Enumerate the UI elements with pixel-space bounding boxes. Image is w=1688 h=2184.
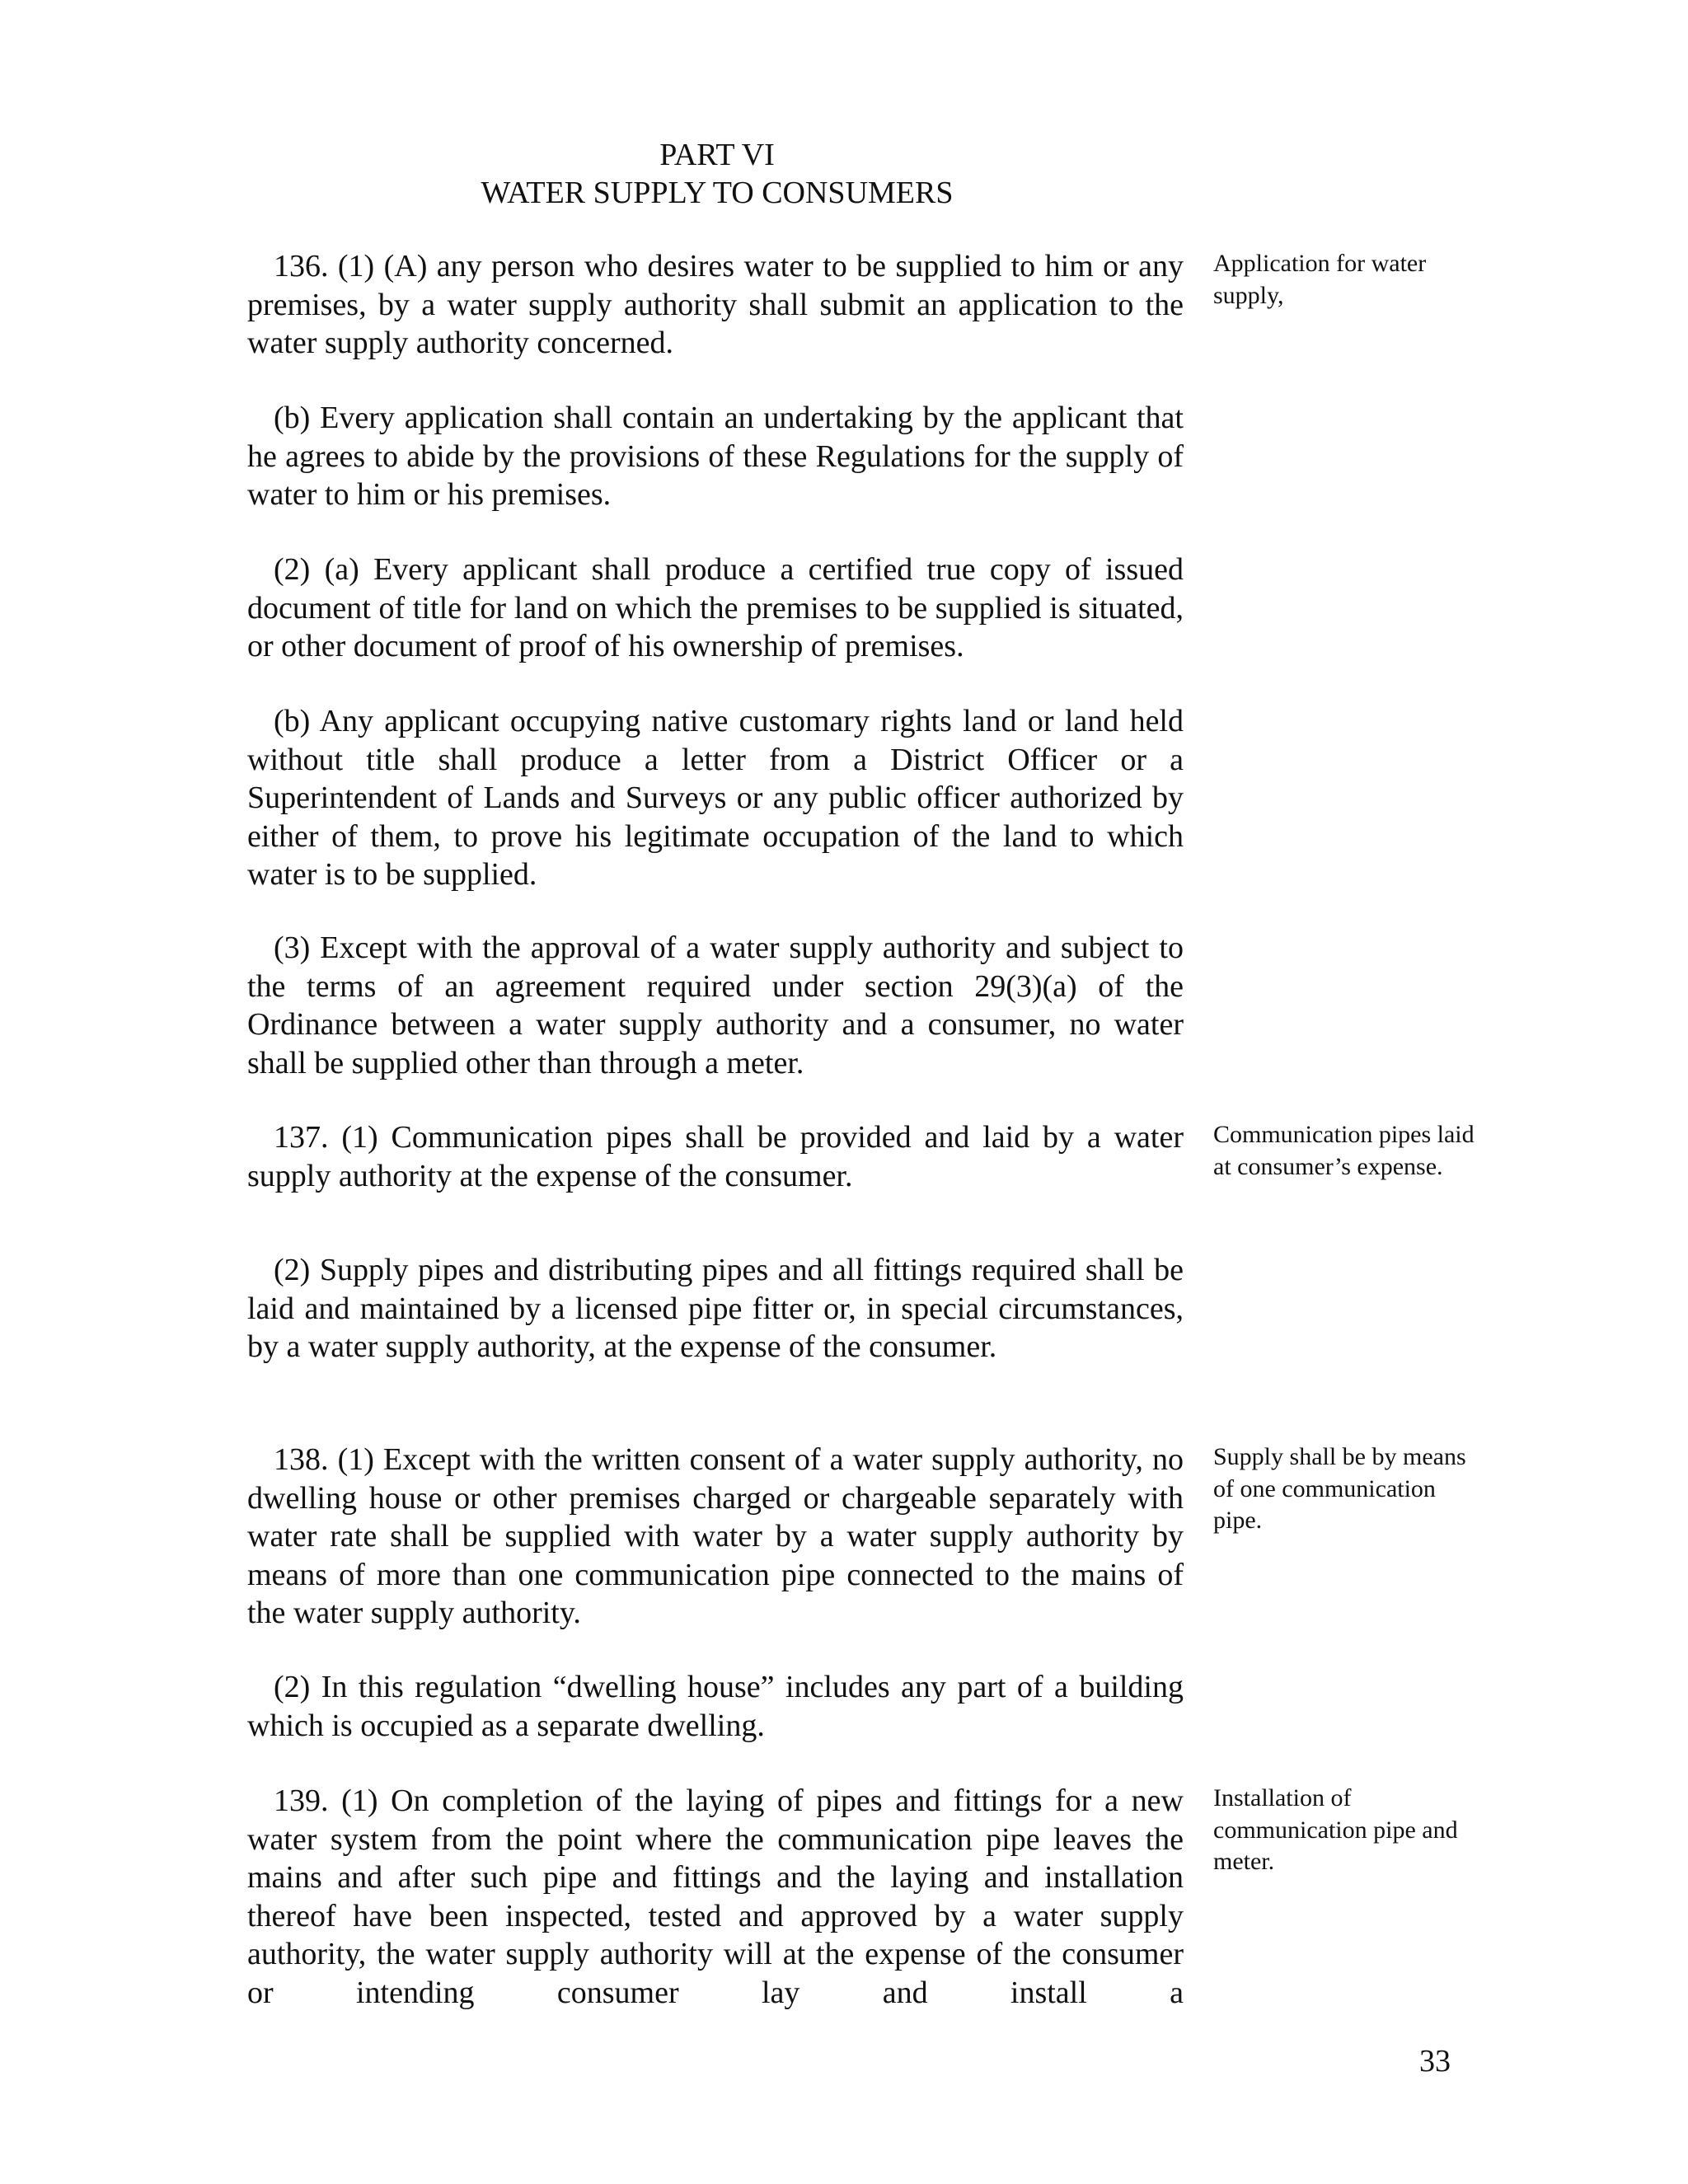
margin-note-installation: Installation of communication pipe and meter. xyxy=(1213,1784,1458,1875)
margin-note-one-communication-pipe: Supply shall be by means of one communication pipe. xyxy=(1213,1443,1466,1534)
paragraph-136-1a: 136. (1) (A) any person who desires water to be supplied to him or any premises, by a water supply authority shall submit an application to the water supply authority concerned. xyxy=(247,249,1184,360)
paragraph-137-2: (2) Supply pipes and distributing pipes and all fittings required shall be laid and maintained by a licensed pipe fitter or, in special circumstances, by a water supply authority, at the expense of the consumer. xyxy=(247,1253,1184,1364)
paragraph-136-2b: (b) Any applicant occupying native customary rights land or land held without title shall produce a letter from a District Officer or a Superintendent of Lands and Surveys or any public officer authorized by either of them, to prove his legitimate occupation of the land to which water is to be supplied. xyxy=(247,704,1184,892)
paragraph-138-2: (2) In this regulation “dwelling house” includes any part of a building which is occupied as a separate dwelling. xyxy=(247,1670,1184,1743)
part-subtitle: WATER SUPPLY TO CONSUMERS xyxy=(481,176,954,210)
paragraph-137-1: 137. (1) Communication pipes shall be provided and laid by a water supply authority at the expense of the consumer. xyxy=(247,1120,1184,1193)
paragraph-138-1: 138. (1) Except with the written consent of a water supply authority, no dwelling house or other premises charged or chargeable separately with water rate shall be supplied with water by a water supply authority by means of more than one communication pipe connected to the mains of the water supply authority. xyxy=(247,1442,1184,1630)
margin-note-communication-pipes: Communication pipes laid at consumer’s expense. xyxy=(1213,1121,1475,1180)
margin-note-application: Application for water supply, xyxy=(1213,250,1427,309)
paragraph-139-1: 139. (1) On completion of the laying of pipes and fittings for a new water system from the point where the communication pipe leaves the mains and after such pipe and fittings and the laying and installation thereof have been inspected, tested and approved by a water supply authority, the water supply authority will at the expense of the consumer or intending consumer lay and install a xyxy=(247,1783,1184,2010)
part-title: PART VI xyxy=(659,138,775,172)
paragraph-136-2a: (2) (a) Every applicant shall produce a certified true copy of issued document of title for land on which the premises to be supplied is situated, or other document of proof of his ownership of premises. xyxy=(247,552,1184,663)
paragraph-136-1b: (b) Every application shall contain an undertaking by the applicant that he agrees to abide by the provisions of these Regulations for the supply of water to him or his premises. xyxy=(247,401,1184,512)
paragraph-136-3: (3) Except with the approval of a water supply authority and subject to the terms of an agreement required under section 29(3)(a) of the Ordinance between a water supply authority and a consumer, no water shall be supplied other than through a meter. xyxy=(247,930,1184,1080)
page-number: 33 xyxy=(1419,2044,1451,2079)
